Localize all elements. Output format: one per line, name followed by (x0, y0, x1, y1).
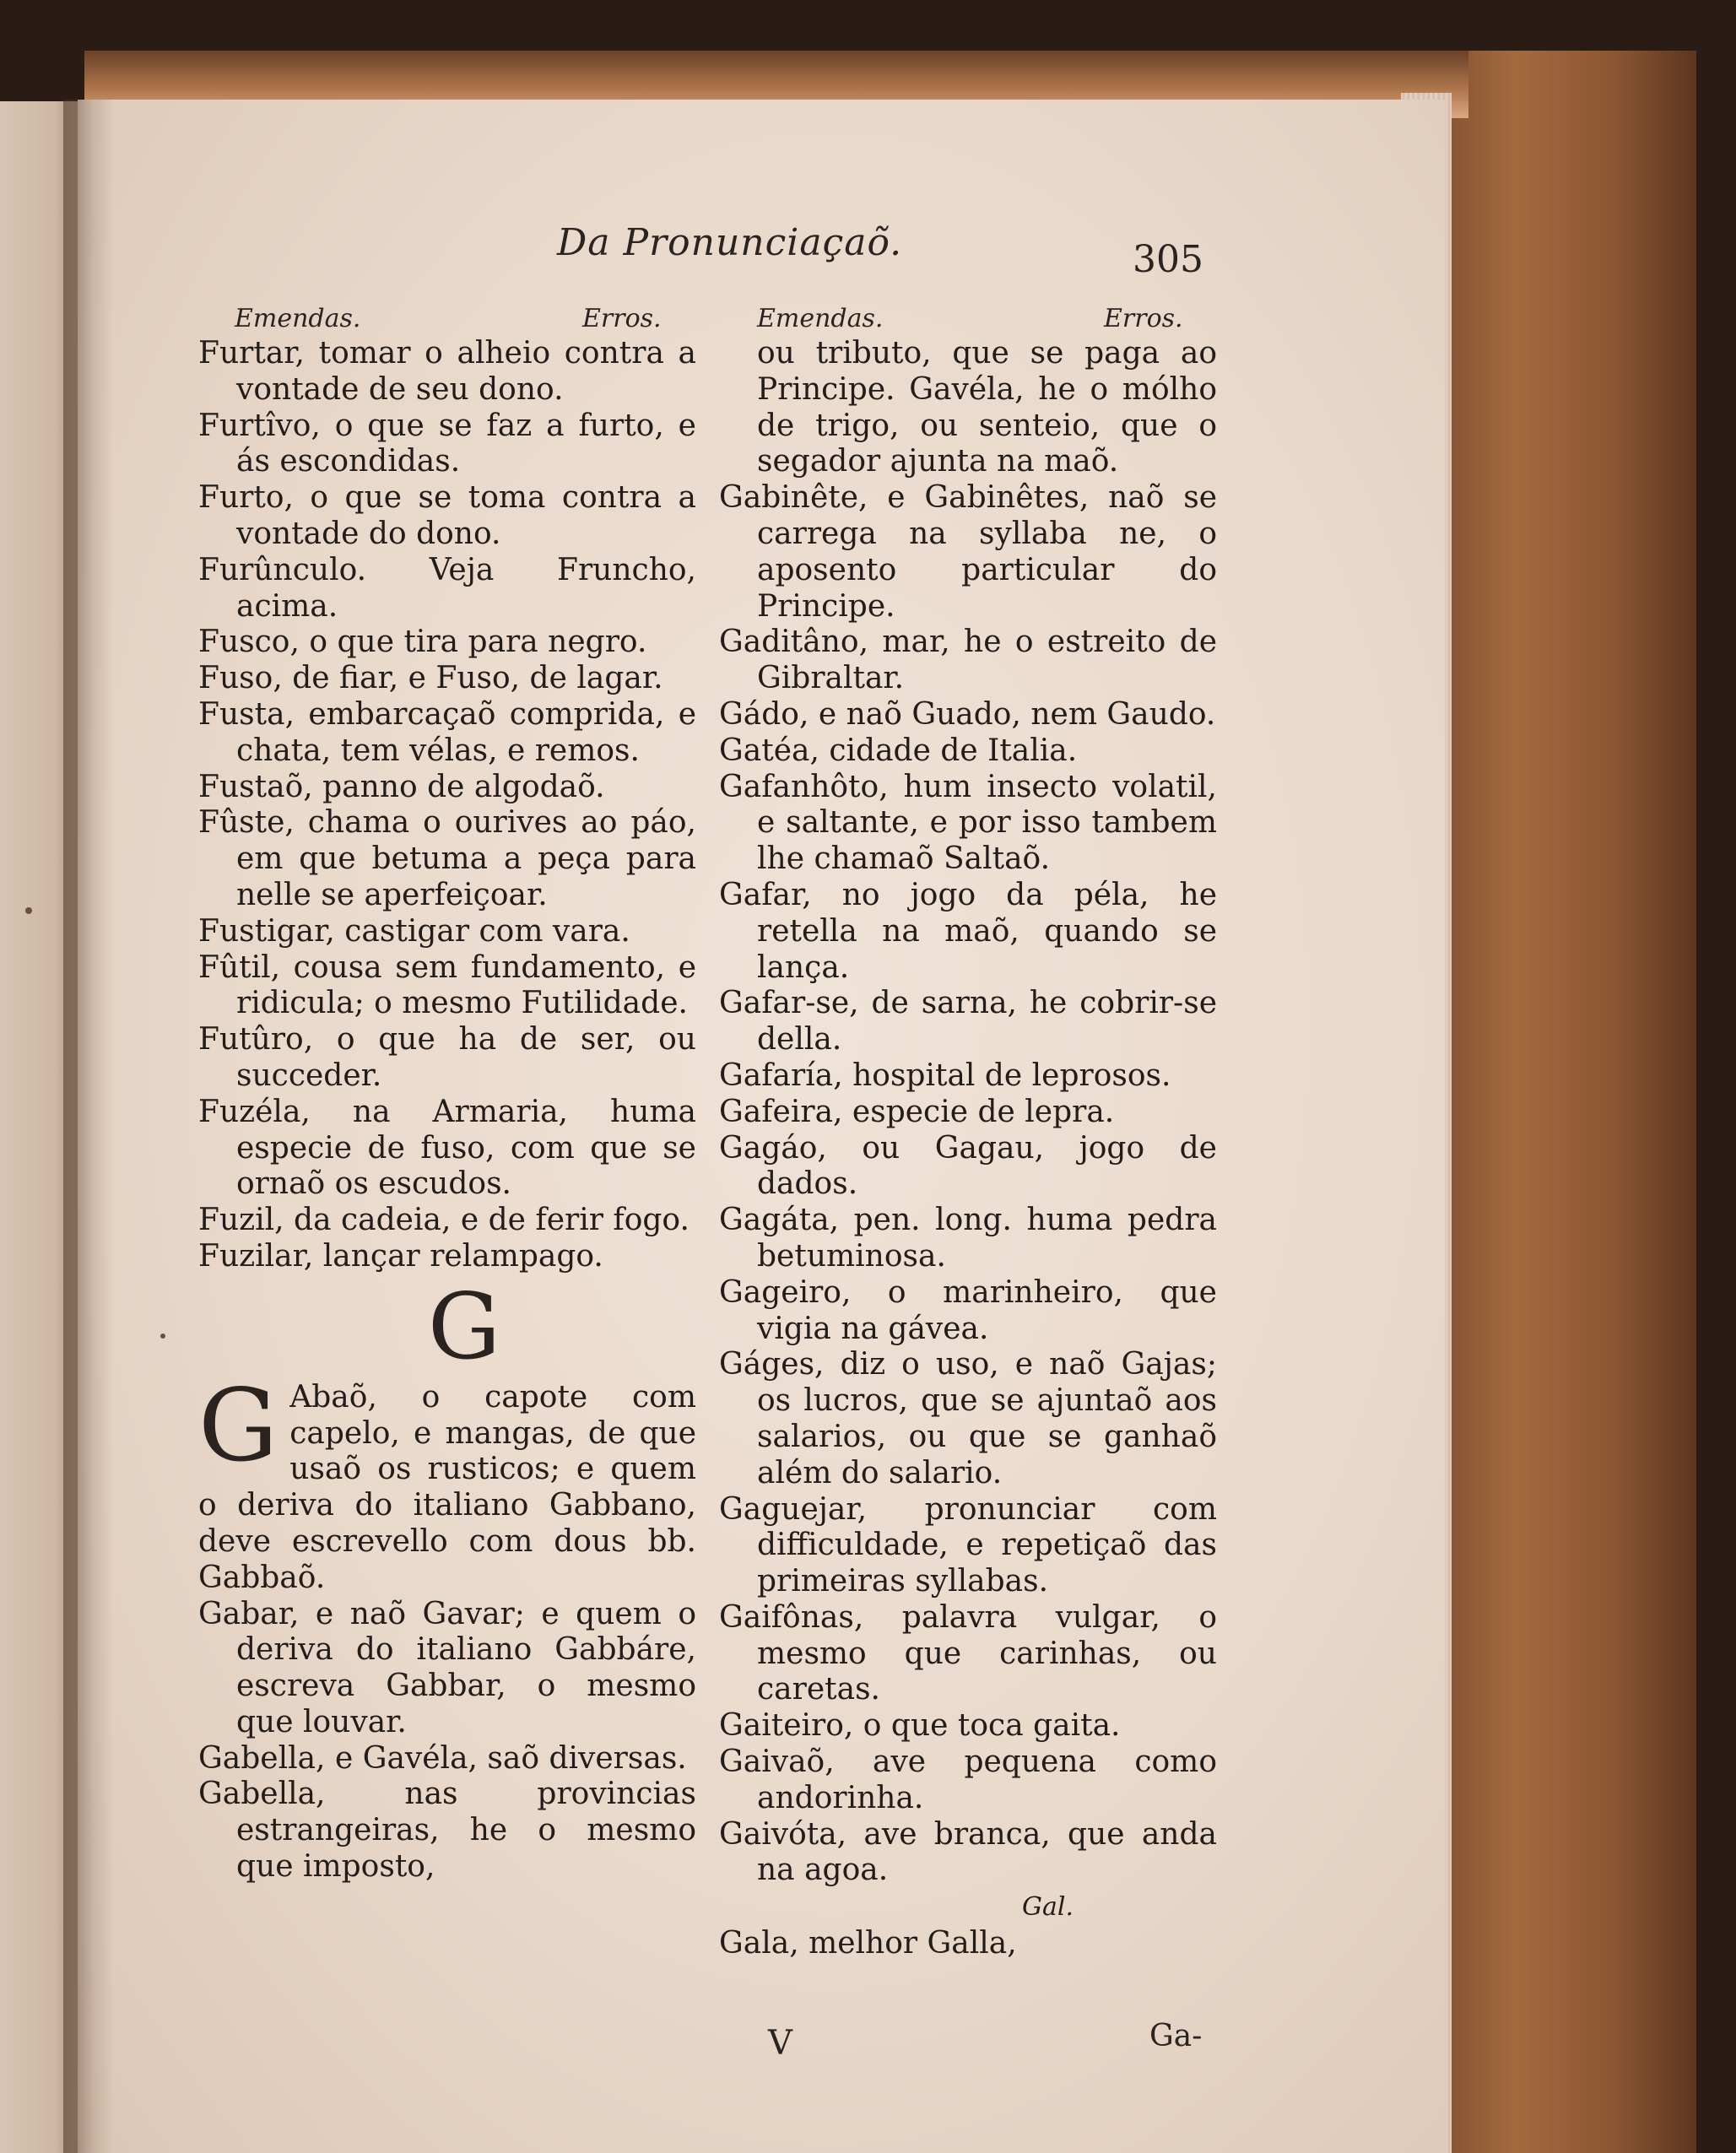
entry: Gádo, e naõ Guado, nem Gaudo. (719, 696, 1216, 732)
entry: Gáges, diz o uso, e naõ Gajas; os lucros, que se ajuntaõ aos salarios, ou que se ganhaõ além do salario. (719, 1347, 1217, 1490)
entry: Gaivaõ, ave pequena como andorinha. (719, 1745, 1217, 1815)
entry: Furûnculo. Veja Fruncho, acima. (198, 552, 696, 624)
entry-continuation: ou tributo, que se paga ao Principe. Gavéla, he o mólho de trigo, ou senteio, que o segador ajunta na maõ. (757, 336, 1217, 479)
entry: Gafar-se, de sarna, he cobrir-se della. (719, 986, 1217, 1058)
drop-cap: G (198, 1366, 279, 1484)
gutter-shadow (63, 100, 114, 2153)
entry: Gabella, nas provincias estrangeiras, he o mesmo que imposto, (198, 1777, 696, 1885)
entry: Fusco, o que tira para negro. (198, 625, 647, 660)
entry-drop-cap (198, 1366, 696, 1597)
entry: Fuzil, da cadeia, e de ferir fogo. (198, 1203, 690, 1238)
entry: Gaivóta, ave branca, que anda na agoa. (719, 1816, 1217, 1888)
entry: Gafanhôto, hum insecto volatil, e saltante, e por isso tambem lhe chamaõ Saltaõ. (719, 769, 1217, 877)
entry: Fûtil, cousa sem fundamento, e ridicula; o mesmo Futilidade. (198, 949, 696, 1021)
right-col-head-erros: Erros. (1104, 304, 1183, 333)
entry: Gabar, e naõ Gavar; e quem o deriva do italiano Gabbáre, escreva Gabbar, o mesmo que louvar. (198, 1596, 696, 1739)
right-col-head-emendas: Emendas. (757, 304, 884, 333)
entry: Gaiteiro, o que toca gaita. (719, 1708, 1121, 1744)
entry: Fuzéla, na Armaria, huma especie de fuso, com que se ornaõ os escudos. (198, 1094, 696, 1202)
section-letter: G (427, 1274, 501, 1380)
entry: Fuso, de fiar, e Fuso, de lagar. (198, 661, 663, 696)
entry: Gaifônas, palavra vulgar, o mesmo que carinhas, ou caretas. (719, 1599, 1217, 1707)
entry: Gagáo, ou Gagau, jogo de dados. (719, 1130, 1217, 1202)
entry: Fûste, chama o ourives ao páo, em que betuma a peça para nelle se aperfeiçoar. (198, 805, 696, 912)
entry: Gageiro, o marinheiro, que vigia na gávea. (719, 1274, 1217, 1346)
catchword: Ga- (1149, 2019, 1203, 2053)
entry: Fustigar, castigar com vara. (198, 913, 630, 949)
signature-mark: V (768, 2024, 792, 2063)
entry: Furto, o que se toma contra a vontade do dono. (198, 480, 696, 551)
entry: Gafeira, especie de lepra. (719, 1094, 1115, 1129)
entry: Gafar, no jogo da péla, he retella na maõ, quando se lança. (719, 877, 1217, 985)
entry: Gala, melhor Galla, (719, 1926, 1017, 1961)
entry: Fustaõ, panno de algodaõ. (198, 769, 605, 804)
entry-text: Abaõ, o capote com capelo, e mangas, de que usaõ os rusticos; e quem o deriva do italiano Gabbano, deve escrevello com dous bb. Gabbaõ. (198, 1379, 696, 1595)
left-column (198, 336, 696, 1885)
catchword-inline: Gal. (1022, 1892, 1074, 1923)
book-cover-right (1418, 51, 1696, 2153)
running-head: Da Pronunciaçaõ. (557, 221, 903, 264)
entry: Fuzilar, lançar relampago. (198, 1238, 603, 1274)
left-col-head-emendas: Emendas. (235, 304, 361, 333)
entry: Gafaría, hospital de leprosos. (719, 1058, 1171, 1093)
entry: Gabella, e Gavéla, saõ diversas. (198, 1740, 687, 1776)
entry: Futûro, o que ha de ser, ou succeder. (198, 1022, 696, 1093)
page-spot (160, 1333, 165, 1339)
entry: Gaguejar, pronunciar com difficuldade, e repetiçaõ das primeiras syllabas. (719, 1491, 1217, 1599)
entry: Gaditâno, mar, he o estreito de Gibraltar. (719, 625, 1217, 696)
entry: Gabinête, e Gabinêtes, naõ se carrega na syllaba ne, o aposento particular do Principe. (719, 480, 1217, 624)
entry: Furtar, tomar o alheio contra a vontade de seu dono. (198, 336, 696, 407)
entry: Furtîvo, o que se faz a furto, e ás escondidas. (198, 408, 696, 479)
entry: Fusta, embarcaçaõ comprida, e chata, tem vélas, e remos. (198, 696, 696, 768)
page-spot (25, 907, 32, 914)
right-column (719, 336, 1217, 1962)
left-col-head-erros: Erros. (582, 304, 662, 333)
entry: Gatéa, cidade de Italia. (719, 733, 1078, 768)
entry: Gagáta, pen. long. huma pedra betuminosa. (719, 1203, 1217, 1274)
page-number: 305 (1133, 238, 1203, 281)
